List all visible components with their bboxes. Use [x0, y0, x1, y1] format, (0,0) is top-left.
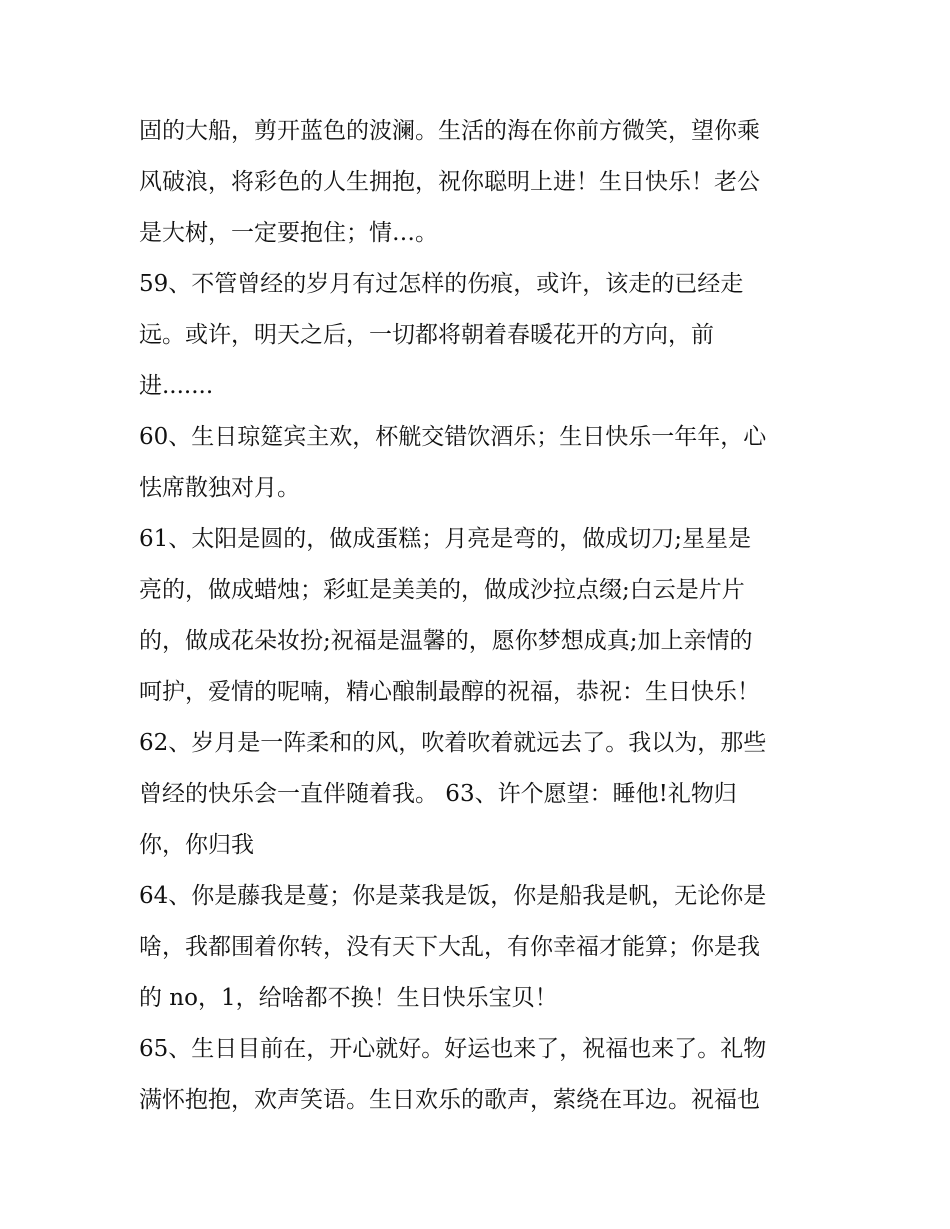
text-line: 固的大船，剪开蓝色的波澜。生活的海在你前方微笑，望你乘	[139, 118, 760, 144]
text-line: 你，你归我	[139, 832, 254, 858]
text-line: 是大树，一定要抱住；情…。	[139, 220, 438, 246]
text-line: 进.......	[139, 373, 214, 399]
text-line: 61、太阳是圆的，做成蛋糕；月亮是弯的，做成切刀;星星是	[139, 526, 752, 552]
text-line: 远。或许，明天之后，一切都将朝着春暖花开的方向，前	[139, 322, 714, 348]
text-line: 64、你是藤我是蔓；你是菜我是饭，你是船我是帆，无论你是	[139, 883, 767, 909]
text-line: 风破浪，将彩色的人生拥抱，祝你聪明上进！生日快乐！老公	[139, 169, 760, 195]
text-line: 62、岁月是一阵柔和的风，吹着吹着就远去了。我以为，那些	[139, 730, 767, 756]
text-line: 呵护，爱情的呢喃，精心酿制最醇的祝福，恭祝：生日快乐！	[139, 679, 760, 705]
text-line: 65、生日目前在，开心就好。好运也来了，祝福也来了。礼物	[139, 1036, 767, 1062]
text-line: 的 no，1，给啥都不换！生日快乐宝贝！	[139, 985, 558, 1011]
text-line: 啥，我都围着你转，没有天下大乱，有你幸福才能算；你是我	[139, 934, 760, 960]
text-line: 60、生日琼筵宾主欢，杯觥交错饮酒乐；生日快乐一年年，心	[139, 424, 767, 450]
text-line: 曾经的快乐会一直伴随着我。 63、许个愿望：睡他!礼物归	[139, 781, 737, 807]
text-line: 怯席散独对月。	[139, 475, 300, 501]
text-line: 满怀抱抱，欢声笑语。生日欢乐的歌声，萦绕在耳边。祝福也	[139, 1087, 760, 1113]
document-body	[139, 106, 819, 1126]
text-line: 的，做成花朵妆扮;祝福是温馨的，愿你梦想成真;加上亲情的	[139, 628, 753, 654]
text-line: 59、不管曾经的岁月有过怎样的伤痕，或许，该走的已经走	[139, 271, 744, 297]
text-line: 亮的，做成蜡烛；彩虹是美美的，做成沙拉点缀;白云是片片	[139, 577, 745, 603]
